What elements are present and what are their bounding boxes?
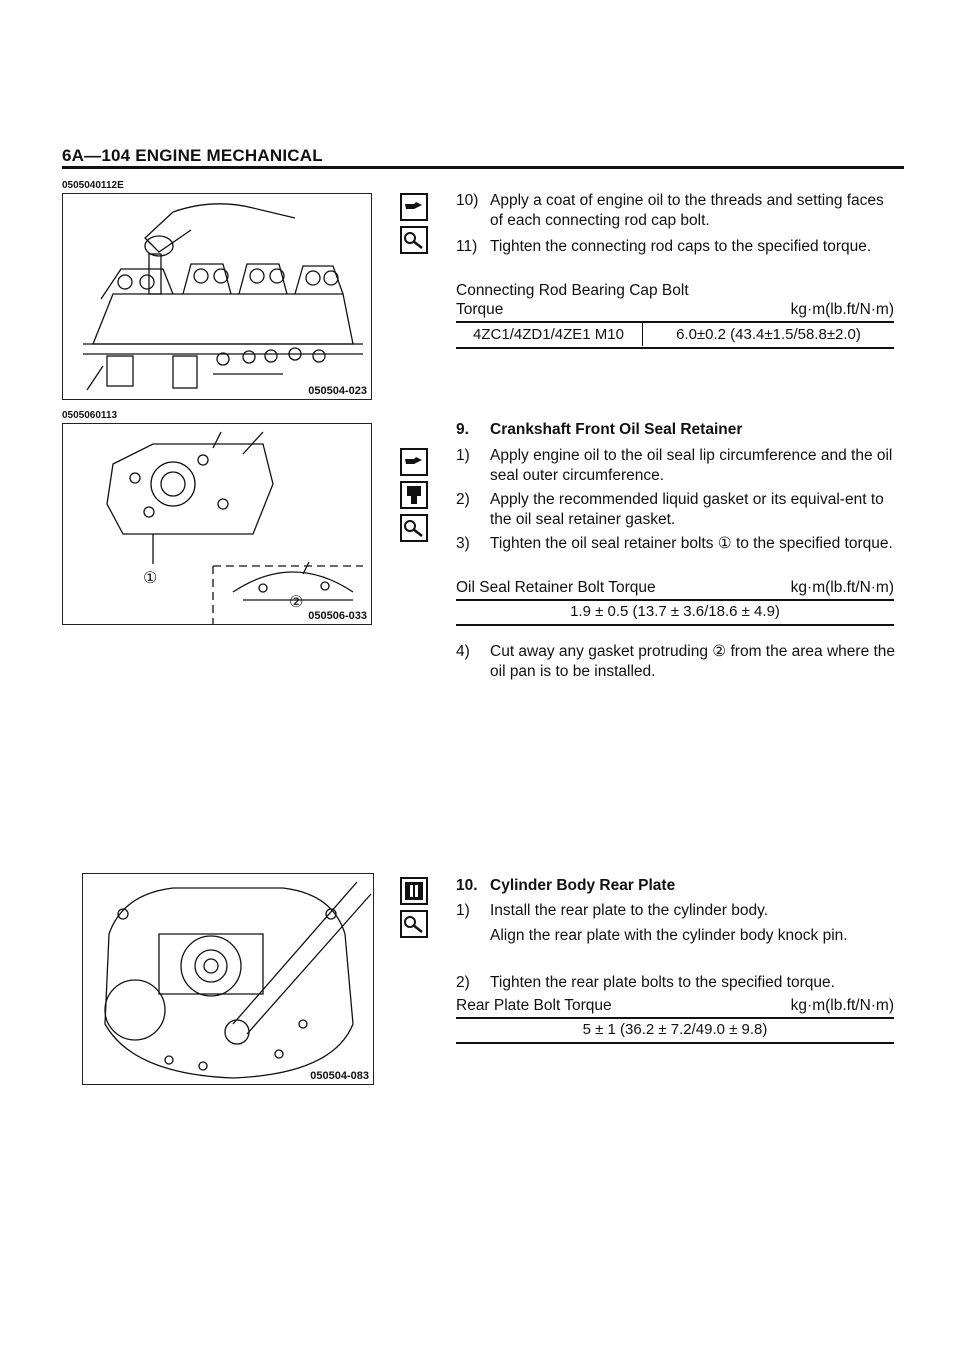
spec-1-title-line2: Torque: [456, 301, 504, 318]
step-11: 11) Tighten the connecting rod caps to the specified torque.: [456, 238, 872, 255]
spec-3-title: Rear Plate Bolt Torque: [456, 997, 612, 1014]
spec-3-top-rule: [456, 1017, 894, 1019]
spec-3-title-row: [456, 996, 894, 1016]
spec-2-unit: kg·m(lb.ft/N·m): [790, 579, 894, 596]
figure-1-caption: 050504-023: [308, 385, 367, 397]
spec-1-title-line1: Connecting Rod Bearing Cap Bolt: [456, 282, 689, 299]
liquid-gasket-icon: [400, 481, 428, 509]
section-10-heading: 10. Cylinder Body Rear Plate: [456, 877, 676, 894]
page-header: 6A—104 ENGINE MECHANICAL: [62, 146, 323, 165]
section-9-step-4: 4) Cut away any gasket protruding ② from the area where the oil pan is to be installed.: [456, 643, 896, 680]
torque-wrench-icon: [400, 910, 428, 938]
oil-seal-retainer-illustration: [63, 424, 371, 624]
spec-2-title: Oil Seal Retainer Bolt Torque: [456, 579, 656, 596]
header-rule: [62, 166, 904, 169]
figure-1-connecting-rod-caps: [62, 193, 372, 400]
section-10-step-2: 2) Tighten the rear plate bolts to the specified torque.: [456, 974, 835, 991]
torque-wrench-icon: [400, 226, 428, 254]
spec-2-value: 1.9 ± 0.5 (13.7 ± 3.6/18.6 ± 4.9): [570, 603, 780, 620]
callout-1: ①: [143, 570, 158, 587]
figure-1-id: 0505040112E: [62, 180, 124, 191]
spec-1-value: 6.0±0.2 (43.4±1.5/58.8±2.0): [676, 326, 861, 343]
spec-1-top-rule: [456, 321, 894, 323]
spec-2-top-rule: [456, 599, 894, 601]
spec-1-bottom-rule: [456, 347, 894, 349]
spec-2-bottom-rule: [456, 624, 894, 626]
section-9-step-1: 1) Apply engine oil to the oil seal lip circumference and the oil seal outer circumference.: [456, 447, 893, 484]
torque-wrench-icon: [400, 514, 428, 542]
step-10: 10) Apply a coat of engine oil to the threads and setting faces of each connecting rod cap bolt.: [456, 192, 884, 229]
oil-can-icon: [400, 448, 428, 476]
spec-1-model: 4ZC1/4ZD1/4ZE1 M10: [473, 326, 624, 343]
figure-3-rear-plate: [82, 873, 374, 1085]
section-10-step-1: 1) Install the rear plate to the cylinder body.: [456, 902, 769, 919]
section-10-step-1-note: Align the rear plate with the cylinder body knock pin.: [490, 927, 848, 944]
callout-2: ②: [289, 594, 304, 611]
section-9-step-2: 2) Apply the recommended liquid gasket or its equival-ent to the oil seal retainer gasket.: [456, 491, 884, 528]
figure-2-oil-seal-retainer: [62, 423, 372, 625]
spec-3-unit: kg·m(lb.ft/N·m): [790, 997, 894, 1014]
spec-3-bottom-rule: [456, 1042, 894, 1044]
figure-2-caption: 050506-033: [308, 610, 367, 622]
rear-plate-illustration: [83, 874, 373, 1084]
section-9-heading: 9. Crankshaft Front Oil Seal Retainer: [456, 421, 743, 438]
figure-3-caption: 050504-083: [310, 1070, 369, 1082]
figure-2-id: 0505060113: [62, 410, 118, 421]
oil-can-icon: [400, 193, 428, 221]
spec-1-title-row: [456, 300, 894, 320]
install-plate-icon: [400, 877, 428, 905]
spec-2-title-row: [456, 578, 894, 598]
section-9-step-3: 3) Tighten the oil seal retainer bolts ① to the specified torque.: [456, 535, 893, 552]
spec-3-value: 5 ± 1 (36.2 ± 7.2/49.0 ± 9.8): [582, 1021, 768, 1038]
spec-1-unit: kg·m(lb.ft/N·m): [790, 301, 894, 318]
engine-block-top-illustration: [63, 194, 371, 399]
